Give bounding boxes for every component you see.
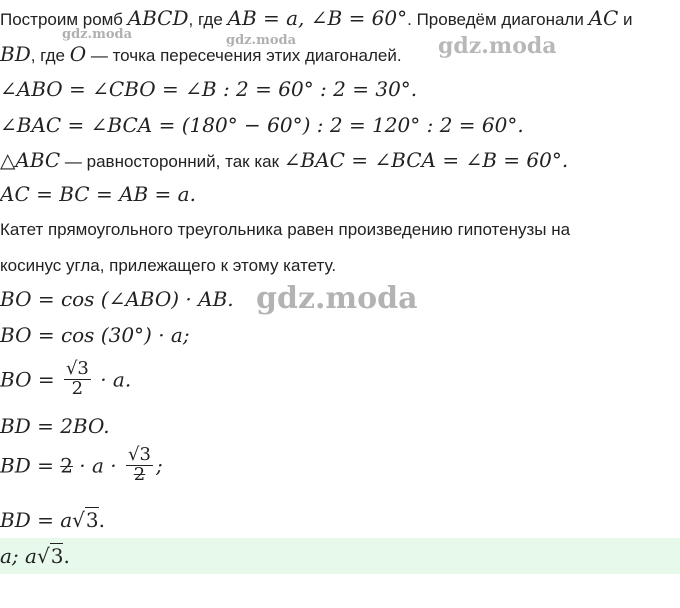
math: △ABC	[0, 148, 61, 172]
text: , где	[30, 46, 70, 65]
watermark-logo: gdz.moda	[256, 281, 418, 316]
sqrt	[72, 508, 98, 532]
math: a; a	[0, 544, 37, 568]
text-line-equilateral	[0, 148, 680, 172]
cancelled-two: 2	[60, 453, 73, 478]
math: .	[98, 508, 105, 532]
equation-bd-1: BD = 2BO.	[0, 414, 110, 438]
equation-bd-2	[0, 446, 680, 485]
math: ABCD	[127, 6, 189, 30]
equation-bo-2: BO = cos (30°) · a;	[0, 323, 190, 347]
radical-sign: √	[36, 544, 50, 568]
answer-box	[0, 538, 680, 574]
math: BO =	[0, 367, 61, 392]
math: · a ·	[72, 453, 124, 478]
text-cathetus-1: Катет прямоугольного треугольника равен произведению гипотенузы на	[0, 220, 571, 239]
math: .	[63, 544, 70, 568]
math: ∠BAC = ∠BCA = ∠B = 60°.	[283, 148, 569, 172]
text-cathetus-2: косинус угла, прилежащего к этому катету.	[0, 256, 337, 275]
math: · a.	[93, 367, 132, 392]
fraction	[64, 360, 91, 399]
equation-bo-3	[0, 360, 680, 399]
watermark-logo: gdz.moda	[62, 27, 133, 42]
text: и	[618, 10, 633, 29]
text: — равносторонний, так как	[60, 152, 284, 171]
text: , где	[188, 10, 228, 29]
radicand: 3	[50, 544, 64, 568]
numerator: √3	[128, 444, 151, 465]
denominator: 2	[133, 463, 146, 485]
denominator: 2	[71, 377, 84, 399]
equation-angle-abo: ∠ABO = ∠CBO = ∠B : 2 = 60° : 2 = 30°.	[0, 77, 418, 101]
watermark-logo: gdz.moda	[438, 33, 557, 59]
math: AB = a, ∠B = 60°	[227, 6, 408, 30]
sqrt	[37, 544, 63, 568]
radicand: 3	[85, 508, 99, 532]
text: . Проведём диагонали	[407, 10, 589, 29]
math: BD = a	[0, 508, 73, 532]
equation-angle-bac: ∠BAC = ∠BCA = (180° − 60°) : 2 = 120° : 2 = 60°.	[0, 113, 524, 137]
math: ;	[155, 453, 163, 478]
math: BD	[0, 42, 31, 66]
equation-sides: AC = BC = AB = a.	[0, 182, 196, 206]
math: BD =	[0, 453, 61, 478]
text: — точка пересечения этих диагоналей.	[86, 46, 402, 65]
watermark-logo: gdz.moda	[226, 33, 297, 48]
math: AC	[588, 6, 619, 30]
text: Построим ромб	[0, 10, 128, 29]
equation-bo-1: BO = cos (∠ABO) · AB.	[0, 287, 234, 311]
text-line-2	[0, 42, 680, 66]
numerator: √3	[65, 358, 89, 379]
radical-sign: √	[72, 508, 85, 532]
answer	[0, 544, 70, 568]
equation-bd-3	[0, 508, 680, 532]
math: O	[69, 42, 87, 66]
fraction	[126, 446, 153, 485]
